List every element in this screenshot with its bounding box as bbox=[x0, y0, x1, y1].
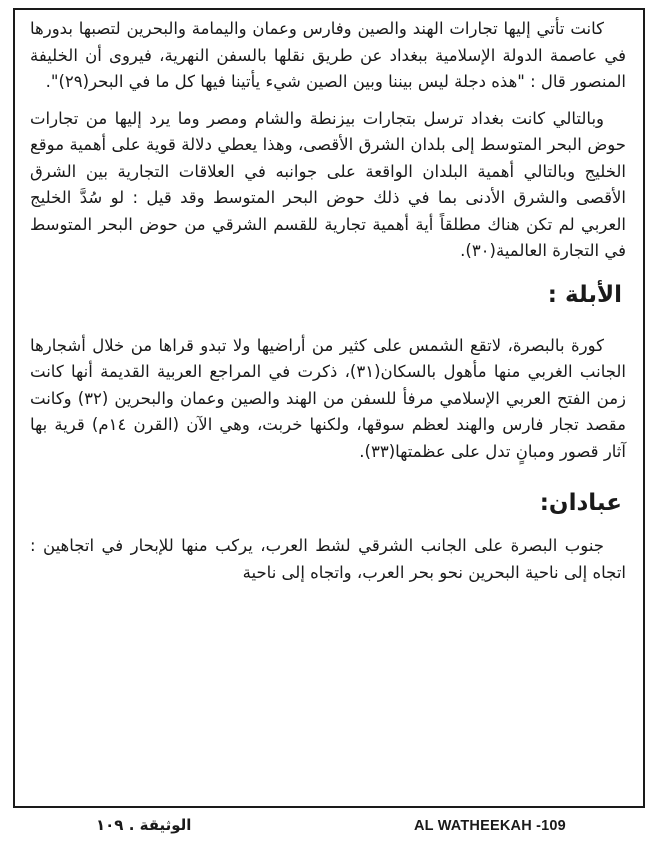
paragraph-gap bbox=[30, 96, 626, 106]
footer-english-page-label: AL WATHEEKAH -109 bbox=[414, 818, 566, 834]
section-gap bbox=[30, 519, 626, 533]
paragraph-trade-gulf: وبالتالي كانت بغداد ترسل بتجارات بيزنطة والشام ومصر وما يرد إليها من تجارات حوض البحر المتوسط إلى بلدان الشرق الأقصى، وهذا يعطي دلالة قوية على أهمية موقع الخليج وبالتالي أهمية البلدان الواقعة على جوانبه في العلاقات التجارية بين الشرق الأقصى والشرق الأدنى بما في ذلك حوض البحر المتوسط وقد قيل : لو سُدَّ الخليج العربي لم تكن هناك مطلقاً أية أهمية تجارية للقسم الشرقي من حوض البحر المتوسط في التجارة العالمية(٣٠). bbox=[30, 108, 626, 260]
section-gap bbox=[30, 465, 626, 487]
section-gap bbox=[30, 311, 626, 333]
paragraph-ubulla: كورة بالبصرة، لاتقع الشمس على كثير من أراضيها ولا تبدو قراها من خلال أشجارها الجانب الغربي منها مأهول بالسكان(٣١)، ذكرت في المراجع العربية القديمة أنها كانت زمن الفتح العربي الإسلامي مرفأ للسفن من الهند والصين وعمان والبحرين (٣٢) وكانت مقصد تجار فارس والهند لعظم سوقها، ولكنها خربت، وهي الآن (القرن ١٤م) قرية بها آثار قصور ومبانٍ تدل على عظمتها(٣٣). bbox=[30, 335, 627, 461]
paragraph-trade-baghdad: كانت تأتي إليها تجارات الهند والصين وفارس وعمان واليمامة والبحرين لتصبها بدورها في عاصمة الدولة الإسلامية ببغداد عن طريق نقلها بالسفن النهرية، فيروى أن الخليفة المنصور قال : "هذه دجلة ليس بيننا وبين الصين شيء يأتينا فيها كل ما في البحر(٢٩)". bbox=[30, 19, 626, 91]
footer-arabic-page-label: الوثيقة . ١٠٩ bbox=[96, 816, 192, 834]
section-heading-ubulla: الأبلة : bbox=[547, 281, 622, 308]
section-gap bbox=[30, 265, 626, 279]
article-body bbox=[30, 16, 626, 586]
paragraph-abadan: جنوب البصرة على الجانب الشرقي لشط العرب، يركب منها للإبحار في اتجاهين : اتجاه إلى ناحية البحرين نحو بحر العرب، واتجاه إلى ناحية bbox=[30, 536, 626, 582]
section-heading-abadan: عبادان: bbox=[539, 490, 622, 516]
page-footer bbox=[0, 818, 666, 842]
